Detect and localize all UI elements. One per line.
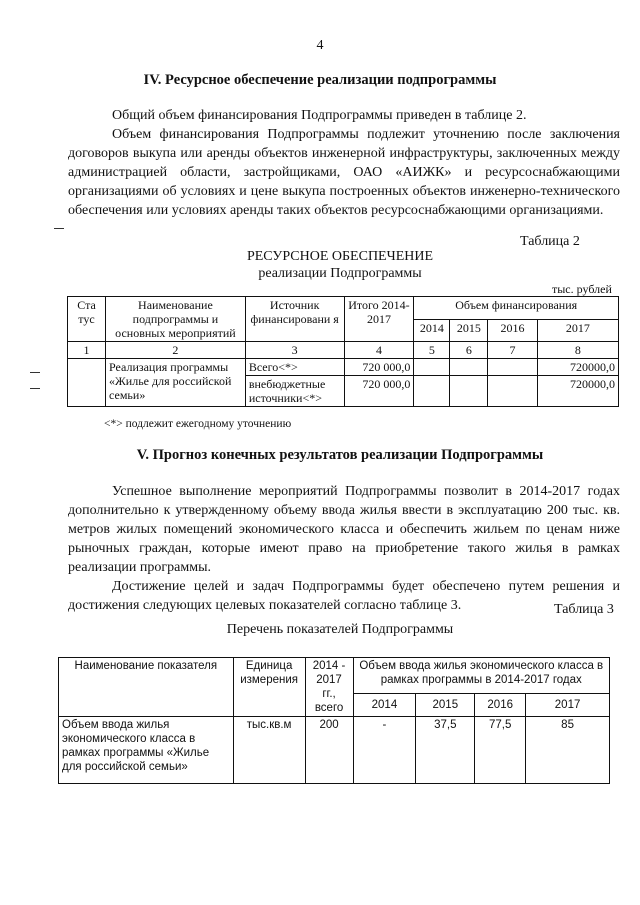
- value-2017-cell: 720000,0: [537, 359, 618, 376]
- col-number: 6: [450, 342, 488, 359]
- column-number-row: [68, 342, 619, 359]
- indicator-name-cell: Объем ввода жилья экономического класса в рамках программы «Жилье для российской семьи»: [59, 717, 234, 784]
- col-number: 8: [537, 342, 618, 359]
- value-2015-cell: [450, 376, 488, 407]
- header-unit: Единица измерения: [233, 658, 305, 717]
- status-cell: [68, 359, 106, 407]
- header-volume: Объем ввода жилья экономического класса в рамках программы в 2014-2017 годах: [353, 658, 609, 694]
- section-5-paragraph-2: Достижение целей и задач Подпрограммы будет обеспечено путем решения и достижения следующих целевых показателей согласно таблице 3.: [68, 579, 620, 613]
- value-2016-cell: 77,5: [475, 717, 526, 784]
- table-3-label: Таблица 3: [554, 602, 614, 617]
- value-2015-cell: 37,5: [416, 717, 475, 784]
- table-3-title: Перечень показателей Подпрограммы: [226, 622, 454, 637]
- col-number: 1: [68, 342, 106, 359]
- table-2-title: РЕСУРСНОЕ ОБЕСПЕЧЕНИЕ: [246, 249, 434, 264]
- value-2017-cell: 85: [526, 717, 610, 784]
- header-2015: 2015: [416, 694, 475, 717]
- header-2014: 2014: [353, 694, 416, 717]
- section-4-text: [68, 106, 620, 220]
- scan-mark: [54, 228, 64, 229]
- header-name: Наименование подпрограммы и основных мероприятий: [106, 297, 246, 342]
- value-2014-cell: -: [353, 717, 416, 784]
- section-4-heading: IV. Ресурсное обеспечение реализации подпрограммы: [143, 72, 497, 88]
- table-row: [59, 717, 610, 784]
- section-5-text: [68, 482, 620, 615]
- header-total: Итого 2014-2017: [344, 297, 414, 342]
- header-indicator: Наименование показателя: [59, 658, 234, 717]
- page-number: 4: [316, 38, 324, 53]
- resource-table: [67, 296, 619, 407]
- header-2016: 2016: [488, 319, 537, 342]
- col-number: 5: [414, 342, 450, 359]
- header-total: 2014 - 2017 гг., всего: [305, 658, 353, 717]
- program-name-cell: Реализация программы «Жилье для российской семьи»: [106, 359, 246, 407]
- header-2014: 2014: [414, 319, 450, 342]
- indicators-table: [58, 657, 610, 784]
- value-2016-cell: [488, 359, 537, 376]
- value-2017-cell: 720000,0: [537, 376, 618, 407]
- total-cell: 720 000,0: [344, 359, 414, 376]
- section-4-paragraph-1: Общий объем финансирования Подпрограммы приведен в таблице 2.: [112, 108, 527, 123]
- col-number: 7: [488, 342, 537, 359]
- total-cell: 720 000,0: [344, 376, 414, 407]
- table-2-subtitle: реализации Подпрограммы: [258, 266, 422, 281]
- unit-cell: тыс.кв.м: [233, 717, 305, 784]
- col-number: 4: [344, 342, 414, 359]
- col-number: 3: [245, 342, 344, 359]
- header-2015: 2015: [450, 319, 488, 342]
- header-2016: 2016: [475, 694, 526, 717]
- scan-mark: [30, 372, 40, 373]
- value-2015-cell: [450, 359, 488, 376]
- total-cell: 200: [305, 717, 353, 784]
- table-2-units: тыс. рублей: [552, 282, 612, 296]
- col-number: 2: [106, 342, 246, 359]
- table-2-label: Таблица 2: [520, 234, 580, 249]
- section-5-paragraph-1: Успешное выполнение мероприятий Подпрограммы позволит в 2014-2017 годах дополнительно к утвержденному объему ввода жилья ввести в эксплуатацию 200 тыс. кв. метров жилых помещений экономического класса и обеспечить жильем по ценам ниже рыночных граждан, которые имеют право на приобретение такого жилья в рамках реализации программы.: [68, 484, 620, 575]
- scan-mark: [30, 388, 40, 389]
- section-5-heading: V. Прогноз конечных результатов реализации Подпрограммы: [136, 447, 544, 463]
- table-row: [68, 359, 619, 376]
- table-2-footnote: <*> подлежит ежегодному уточнению: [104, 418, 292, 430]
- header-status: Ста тус: [68, 297, 106, 342]
- source-cell: внебюджетные источники<*>: [245, 376, 344, 407]
- value-2014-cell: [414, 359, 450, 376]
- source-cell: Всего<*>: [245, 359, 344, 376]
- header-2017: 2017: [526, 694, 610, 717]
- header-source: Источник финансировани я: [245, 297, 344, 342]
- header-2017: 2017: [537, 319, 618, 342]
- section-4-paragraph-2: Объем финансирования Подпрограммы подлежит уточнению после заключения договоров выкупа или аренды объектов инженерной инфраструктуры, заключенных между администрацией области, застройщиками, ОАО «АИЖК» и ресурсоснабжающими организациями об условиях и цене выкупа построенных объектов инженерно-технического обеспечения или условиях аренды таких объектов ресурсоснабжающими организациями.: [68, 127, 620, 218]
- value-2014-cell: [414, 376, 450, 407]
- value-2016-cell: [488, 376, 537, 407]
- header-volume: Объем финансирования: [414, 297, 619, 320]
